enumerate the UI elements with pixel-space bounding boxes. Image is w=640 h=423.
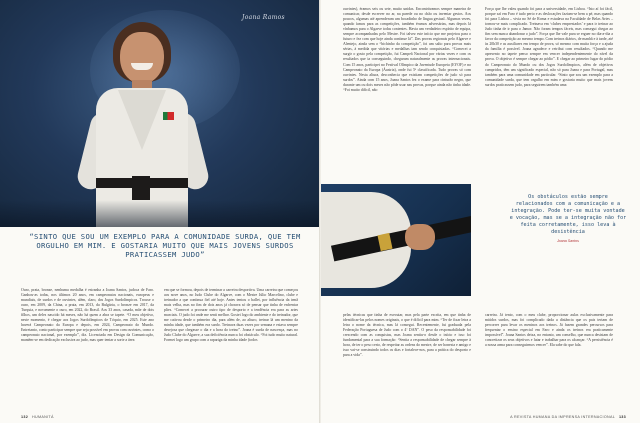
footer-left (21, 415, 54, 419)
photo-signature: Joana Ramos (242, 14, 285, 21)
photo-bottom-shadow (0, 200, 320, 227)
right-page (321, 0, 640, 423)
article-column-3: ouvintes), éramos seis ou sete, muito unidas. Encontrávamos sempre maneira de comunicar, desde escrever no ar, na parede ou no chão ou inventar gestos. Aos poucos, algumas até aprenderam um bocadinho de língua gestual. Algumas vezes, quando íamos para as competições, também éramos adversárias, mas depois lá vínhamos para o Algarve todas contentes. Havia um verdadeiro espírito de equipa, sempre acompanhadas pelo Mestre. Foi talvez este início que me projetou para o futuro e fez com que hoje ainda continue lá”. Das provas regionais pelo Algarve e Alentejo, ainda sem o “bichinho da competição”, foi um salto para provas mais sérias, à medida que vitórias e medalhas iam sendo conquistadas. “Comecei a surgir o gosto pela competição, fui Campeã Nacional por várias vezes e com os resultados que ia conseguindo, chegaram naturalmente as provas internacionais. Com 15 anos, participei no Festival Olímpico da Juventude Europeia (EYOF) e no Campeonato da Europa (Áustria), onde fui 5ª classificada. Tudo provas só com ouvintes. Nesta altura, desconhecia que existiam competições de judo só para surdos”. Ainda com 15 anos, Joana Santos fez o exame para cinturão negro, que durante um ou dois meses não pôde usar nas provas, porque ainda não tinha idade. “Foi muito difícil, não (343, 7, 471, 92)
article-column-6: carreira. Já tento, com o meu clube, proporcionar aulas exclusivamente para miúdos surdos, mas foi complicado dada a distância que os pais teriam de percorrer para levar os meninos aos treinos. Já fazem grandes percursos para frequentar o ensino especial em Faro e ainda os treinos era praticamente impossível”. Joana Santos deixa, no entanto, um conselho, que nunca desistam de concretizar os seus objetivos e lutar e trabalhar para os alcançar. “A persistência é a nossa arma para conseguirmos vencer”. Ela sabe do que fala. (485, 313, 613, 348)
pull-quote-right-text: Os obstáculos estão sempre relacionados com a comunicação e a integração. Pode ter-se muita vontade e vocação, mas se a integração não for feita corretamente, isso leva à desistência (509, 194, 627, 235)
magazine-title-left: HUMANITÁ (32, 415, 54, 419)
pull-quote-right (509, 194, 627, 245)
pull-quote-author: Joana Santos (557, 239, 579, 244)
page-number-left: 132 (21, 415, 29, 419)
athlete-smile (131, 63, 153, 70)
page-number-right: 133 (618, 415, 626, 419)
magazine-tagline: A REVISTA HUMANA DA IMPRENSA INTERNACIONAL (510, 415, 615, 419)
gi-lapel-right (142, 90, 166, 150)
belt-detail-photo (321, 184, 471, 296)
article-column-1: Ouro, prata, bronze, nenhuma medalha é estranha a Joana Santos, judoca de Faro. Ganhou-as todas, nos últimos 20 anos, em campeonatos nacionais, europeus e mundiais, de surdos e de ouvintes, além, claro, dos Jogos Surdolímpicos. Trouxe o ouro, em 2009, da China, a prata, em 2013, da Bulgária, o bronze em 2017, da Turquia, e novamente o ouro, em 2022, do Brasil. Aos 33 anos, casada, mãe de dois filhos, um deles nascido há meses, não há quem a abra se tapete. “O meu objetivo, neste momento, é chegar aos Jogos Surdolímpicos de Tóquio, em 2025. Este ano haverá Campeonato da Europa e depois, em 2024, Campeonato do Mundo. Entretanto, conto participar sempre que seja possível em provas com ouvintes, como o campeonato nacional, por exemplo”, diz. Licenciada em Design da Comunicação, mantém-se em dedicação exclusiva ao judo, mas quer tentar a sorte a área (21, 288, 154, 343)
athlete-hand (405, 224, 435, 250)
article-column-2: em que se formou, depois de terminar a carreira desportiva. Uma carreira que começou aos nove anos, no Judo Clube do Algarve, com o Mestre Júlio Marcelino, clube e treinador a que continua fiel até hoje. Antes tentou o ballet, por influência da irmã mais velha, mas no fim de dois anos já chorava só de pensar que tinha de enfrentar plies. “Comecei a procurar outro tipo de desporto e a tendência era para as artes marciais. O judo foi onde me senti melhor. Gostei logo do ambiente e do treinador, que me cativou desde o primeiro dia, para além de, ao alturo, treinar lá um menino da minha idade, que também era surdo. Treinava duas vezes por semana e estava sempre desejosa que chegasse o dia e a hora do treino”. Joana é surda de nascença, mas no Judo Clube do Algarve, a sua deficiência nunca foi obstáculo. “Foi tudo muito natural. Formei logo um grupo com a rapariga da minha idade (todos (164, 288, 298, 343)
pull-quote-left: “SINTO QUE SOU UM EXEMPLO PARA A COMUNIDADE SURDA, QUE TEM ORGULHO EM MIM. E GOSTARIA MUITO QUE MAIS JOVENS SURDOS PRATICASSEM JUDO” (29, 232, 301, 260)
athlete-face (120, 32, 164, 84)
gi-lapel-left (118, 90, 142, 150)
article-column-4: Força que lhe valeu quando foi para a universidade, em Lisboa. “Isto aí foi fácil, porque saí em Faro é tudo perto e as deslocações faziam-se bem a pé, mas quando foi para Lisboa – vivia no Sé de Roma e estudava na Faculdade de Belas Artes – tornou-se mais complicado. Treinava em ‘clubes emprestados’ e para ir treinar ao Judo tinha de ir para o Jamor. Não foram tempos fáceis, mas consegui chegar ao fim sem nunca abandonar o judo”. Força que lhe vale para se erguer no dia-a-dia a favor da competição ao mesmo tempo. Com treinos diários, de manhã e à tarde, até às 20h30 e as auxiliares em tempo de prova, só mesmo com muita força e a ajuda da família é possível. Joana agradece e retribui com resultados. “Quando me apresento no tapete penso sempre em vencer independentemente do nível da prova. O objetivo é sempre chegar ao pódio”. E chegar ao primeiro lugar do pódio do Campeonato do Mundo ou dos Jogos Surdolímpicos, além de objetivos cumpridos, têm um significado especial, não só para Joana e para Portugal, mas também para uma comunidade em particular. “Sinto que sou um exemplo para a comunidade surda, que tem orgulho em mim e gostaria muito que mais jovens surdos praticassem judo, para seguirem também uma (485, 7, 613, 87)
portugal-flag-patch (163, 112, 174, 120)
hero-photo (0, 0, 320, 227)
belt-knot (132, 176, 150, 200)
article-column-5: pelas técnicas que tinha de executar, mas pela parte escrita, em que tinha de identificar-las pelos nomes originais, o que é difícil para mim. “Ter de fixar letra a letra o nome da técnica, mas lá consegui. Recentemente, fui graduada pela Federação Portuguesa de Judo com o 4º DAN”. O peso da responsabilidade foi crescendo com as conquistas, mas Joana sentiu-o desde o início e isso foi fundamental para a sua formação: “Sentia a responsabilidade de chegar sempre à hora, de ter o peso certo, de respeitar as ordens do mestre, de ser honesta e amigo e isso vai-se construindo todos os dias e fortalece-nos, para a prática do desporto e para a vida”. (343, 313, 471, 358)
footer-right (510, 415, 626, 419)
